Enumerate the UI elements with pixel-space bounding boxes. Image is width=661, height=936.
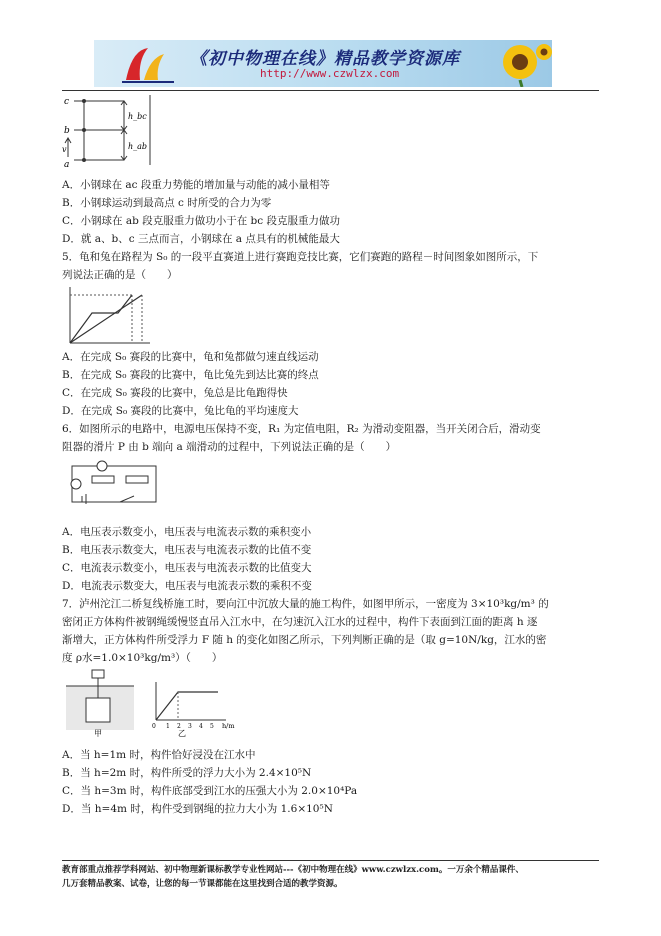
- label-jia: 甲: [94, 729, 102, 738]
- q5-option-a: A．在完成 S₀ 赛段的比赛中，龟和兔都做匀速直线运动: [62, 351, 319, 363]
- q7-option-c: C．当 h=3m 时，构件底部受到江水的压强大小为 2.0×10⁴Pa: [62, 785, 358, 797]
- label-hab: h_ab: [128, 142, 148, 151]
- q7-stem-line4: 度 ρ水=1.0×10³kg/m³）（ ）: [62, 652, 223, 664]
- tick-0: 0: [152, 723, 156, 730]
- q6-option-b: B．电压表示数变大，电压表与电流表示数的比值不变: [62, 544, 312, 556]
- footer-line1: 教育部重点推荐学科网站、初中物理新课标教学专业性网站---《初中物理在线》www.czwlzx.com。一万余个精品课件、: [62, 865, 524, 875]
- label-c: c: [64, 97, 70, 107]
- q6-stem-line1: 6．如图所示的电路中，电源电压保持不变，R₁ 为定值电阻，R₂ 为滑动变阻器，当开关闭合后，滑动变: [62, 423, 541, 435]
- figure-jia-river: [62, 668, 138, 738]
- label-a: a: [64, 160, 70, 167]
- q5-option-d: D．在完成 S₀ 赛段的比赛中，兔比龟的平均速度大: [62, 405, 299, 417]
- q4-option-c: C．小钢球在 ab 段克服重力做功小于在 bc 段克服重力做功: [62, 215, 340, 227]
- q6-option-a: A．电压表示数变小，电压表与电流表示数的乘积变小: [62, 526, 312, 538]
- q5-stem-line1: 5．龟和兔在路程为 S₀ 的一段平直赛道上进行赛跑竞技比赛，它们赛跑的路程－时间图象如图所示，下: [62, 251, 539, 263]
- tick-1: 1: [166, 723, 170, 730]
- q6-option-d: D．电流表示数变大，电压表与电流表示数的乘积不变: [62, 580, 312, 592]
- q7-stem-line2: 密闭正方体构件被钢绳缓慢竖直吊入江水中，在匀速沉入江水的过程中，构件下表面到江面的距离 h 逐: [62, 616, 538, 628]
- figure-yi-graph: [146, 676, 238, 738]
- figure-ball-heights: [62, 93, 154, 167]
- tick-2: 2: [177, 723, 181, 730]
- q5-option-c: C．在完成 S₀ 赛段的比赛中，兔总是比龟跑得快: [62, 387, 288, 399]
- site-logo-icon: [118, 44, 178, 84]
- sunflower-icon: [492, 40, 552, 87]
- axis-h-label: h/m: [222, 722, 235, 730]
- q5-option-b: B．在完成 S₀ 赛段的比赛中，龟比兔先到达比赛的终点: [62, 369, 319, 381]
- tick-5: 5: [210, 723, 214, 730]
- q6-option-c: C．电流表示数变小，电压表与电流表示数的比值变大: [62, 562, 312, 574]
- banner-url[interactable]: http://www.czwlzx.com: [260, 67, 400, 80]
- header-banner: [94, 40, 552, 87]
- label-v: v: [62, 145, 67, 154]
- q4-option-d: D．就 a、b、c 三点而言，小钢球在 a 点具有的机械能最大: [62, 233, 340, 245]
- footer-line2: 几万套精品教案、试卷，让您的每一节课都能在这里找到合适的教学资源。: [62, 879, 343, 889]
- figure-race-graph: [62, 283, 154, 347]
- header-rule: [62, 90, 599, 91]
- label-b: b: [64, 126, 70, 136]
- tick-3: 3: [188, 723, 192, 730]
- q4-option-b: B．小钢球运动到最高点 c 时所受的合力为零: [62, 197, 272, 209]
- q7-stem-line1: 7．泸州沱江二桥复线桥施工时，要向江中沉放大量的施工构件，如图甲所示，一密度为 3×10³kg/m³ 的: [62, 598, 549, 610]
- label-yi: 乙: [178, 729, 186, 738]
- q7-option-a: A．当 h=1m 时，构件恰好浸没在江水中: [62, 749, 256, 761]
- banner-title: 《初中物理在线》精品教学资源库: [190, 49, 460, 69]
- q6-stem-line2: 阻器的滑片 P 由 b 端向 a 端滑动的过程中，下列说法正确的是（ ）: [62, 441, 397, 453]
- label-hbc: h_bc: [128, 112, 147, 121]
- q7-option-b: B．当 h=2m 时，构件所受的浮力大小为 2.4×10⁵N: [62, 767, 312, 779]
- footer-rule: [62, 860, 599, 861]
- q4-option-a: A．小钢球在 ac 段重力势能的增加量与动能的减小量相等: [62, 179, 330, 191]
- tick-4: 4: [199, 723, 203, 730]
- q7-option-d: D．当 h=4m 时，构件受到钢绳的拉力大小为 1.6×10⁵N: [62, 803, 333, 815]
- figure-circuit: [62, 456, 162, 508]
- q7-stem-line3: 渐增大，正方体构件所受浮力 F 随 h 的变化如图乙所示，下列判断正确的是（取 g=10N/kg，江水的密: [62, 634, 547, 646]
- q5-stem-line2: 列说法正确的是（ ）: [62, 269, 178, 281]
